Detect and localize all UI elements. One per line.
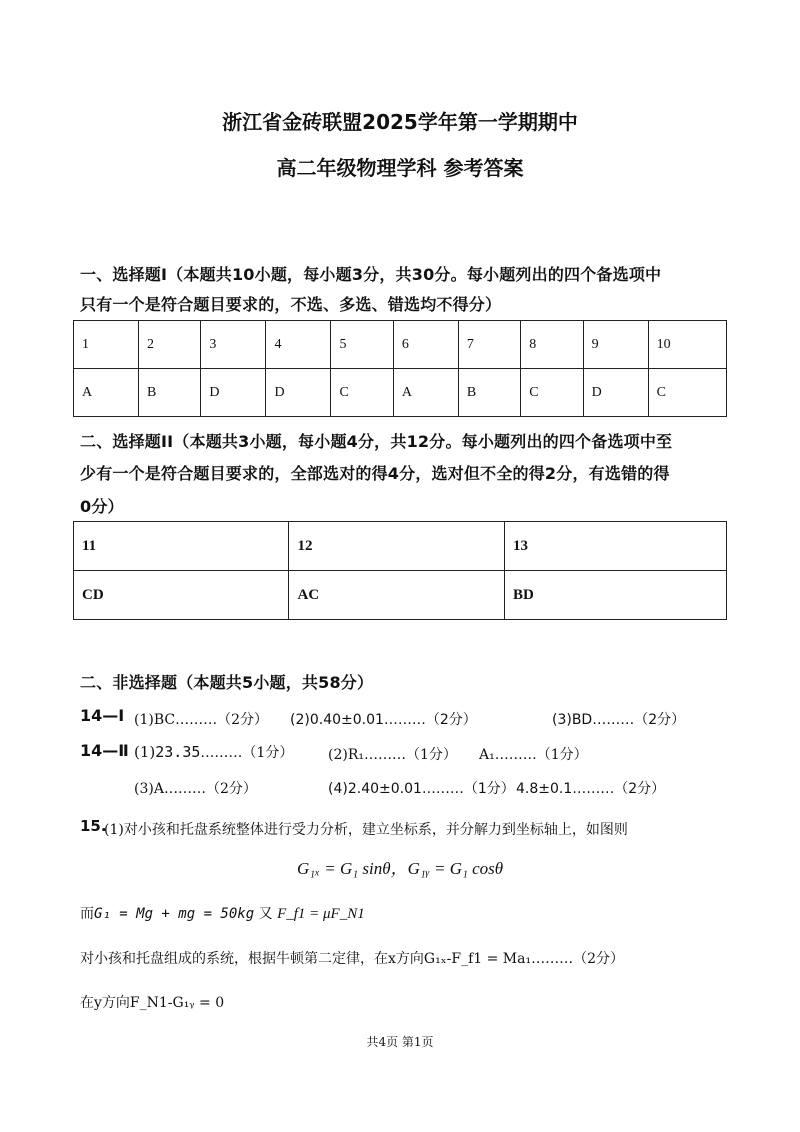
table-cell: C bbox=[648, 369, 726, 417]
page-title: 浙江省金砖联盟2025学年第一学期期中 bbox=[222, 110, 578, 134]
q15-line-2 bbox=[80, 903, 365, 923]
table-cell: AC bbox=[289, 571, 504, 620]
q14-1-answer-3: (3)BD………（2分） bbox=[552, 712, 686, 728]
table-cell: D bbox=[201, 369, 266, 417]
q14-2-answer-3: A₁………（1分） bbox=[479, 747, 588, 763]
q14-2-label: 14—Ⅱ bbox=[80, 741, 129, 760]
table-cell: C bbox=[331, 369, 393, 417]
q14-2-answer-5: (4)2.40±0.01………（1分） bbox=[328, 781, 515, 797]
q15-label: 15. bbox=[80, 817, 107, 835]
q14-2-answer-4: (3)A………（2分） bbox=[134, 781, 257, 797]
q14-2-answer-1 bbox=[134, 742, 293, 762]
table-cell: 6 bbox=[393, 321, 458, 369]
page-footer: 共4页 第1页 bbox=[366, 1035, 434, 1049]
table-cell: 5 bbox=[331, 321, 393, 369]
q15-formula-1: G₁ₓ = G₁ sinθ，G₁ᵧ = G₁ cosθ bbox=[297, 859, 504, 878]
table-cell: 8 bbox=[521, 321, 583, 369]
table-cell: 1 bbox=[74, 321, 139, 369]
q15-formula-2: G₁ = Mg + mg = 50kg bbox=[94, 906, 255, 922]
table-cell: 3 bbox=[201, 321, 266, 369]
q15-line-3: 对小孩和托盘组成的系统，根据牛顿第二定律，在x方向G₁ₓ-F_f1 = Ma₁………（2分） bbox=[80, 951, 624, 967]
table-cell: D bbox=[583, 369, 648, 417]
q14-2-answer-2: (2)R₁………（1分） bbox=[328, 747, 457, 763]
q14-1-label: 14—Ⅰ bbox=[80, 706, 125, 725]
section1-heading-line1: 一、选择题Ⅰ（本题共10小题，每小题3分，共30分。每小题列出的四个备选项中 bbox=[80, 265, 662, 284]
q14-2-answer-6: 4.8±0.1………（2分） bbox=[516, 781, 666, 797]
table-cell: 9 bbox=[583, 321, 648, 369]
table-cell: B bbox=[458, 369, 520, 417]
table-row-answers bbox=[74, 571, 727, 620]
q15-line-1: (1)对小孩和托盘系统整体进行受力分析，建立坐标系，并分解力到坐标轴上，如图则 bbox=[104, 822, 628, 838]
table-cell: 7 bbox=[458, 321, 520, 369]
table-cell: 10 bbox=[648, 321, 726, 369]
q14-2-answer-1-value: 23.35 bbox=[155, 743, 201, 761]
section2-heading-line3: 0分） bbox=[80, 497, 124, 516]
table-cell: D bbox=[266, 369, 331, 417]
section1-heading-line2: 只有一个是符合题目要求的，不选、多选、错选均不得分） bbox=[80, 295, 502, 314]
table-cell: 13 bbox=[504, 522, 726, 571]
table-cell: A bbox=[393, 369, 458, 417]
table-cell: 4 bbox=[266, 321, 331, 369]
table-cell: 12 bbox=[289, 522, 504, 571]
q14-2-answer-1-prefix: (1) bbox=[134, 743, 156, 761]
q14-2-answer-1-suffix: ………（1分） bbox=[200, 745, 294, 761]
q14-1-answer-2: (2)0.40±0.01………（2分） bbox=[290, 712, 477, 728]
section2-heading-line2: 少有一个是符合题目要求的，全部选对的得4分，选对但不全的得2分，有选错的得 bbox=[80, 464, 670, 483]
q15-line-2-mid: 又 bbox=[258, 906, 273, 922]
table-row-numbers bbox=[74, 522, 727, 571]
q15-line-4: 在y方向F_N1-G₁ᵧ = 0 bbox=[80, 995, 225, 1011]
table-row-numbers bbox=[74, 321, 727, 369]
q14-1-answer-1: (1)BC………（2分） bbox=[134, 712, 268, 728]
q15-line-2-prefix: 而 bbox=[80, 906, 94, 922]
q15-formula-3: F_f1 = μF_N1 bbox=[277, 906, 365, 922]
section2-heading-line1: 二、选择题II（本题共3小题，每小题4分，共12分。每小题列出的四个备选项中至 bbox=[80, 432, 673, 451]
answer-table-1 bbox=[73, 320, 727, 417]
table-cell: BD bbox=[504, 571, 726, 620]
table-row-answers bbox=[74, 369, 727, 417]
table-cell: A bbox=[74, 369, 139, 417]
table-cell: 11 bbox=[74, 522, 289, 571]
table-cell: B bbox=[139, 369, 201, 417]
table-cell: 2 bbox=[139, 321, 201, 369]
section3-heading: 二、非选择题（本题共5小题，共58分） bbox=[80, 673, 374, 692]
table-cell: C bbox=[521, 369, 583, 417]
answer-table-2 bbox=[73, 521, 727, 620]
page-subtitle: 高二年级物理学科 参考答案 bbox=[276, 156, 524, 180]
table-cell: CD bbox=[74, 571, 289, 620]
